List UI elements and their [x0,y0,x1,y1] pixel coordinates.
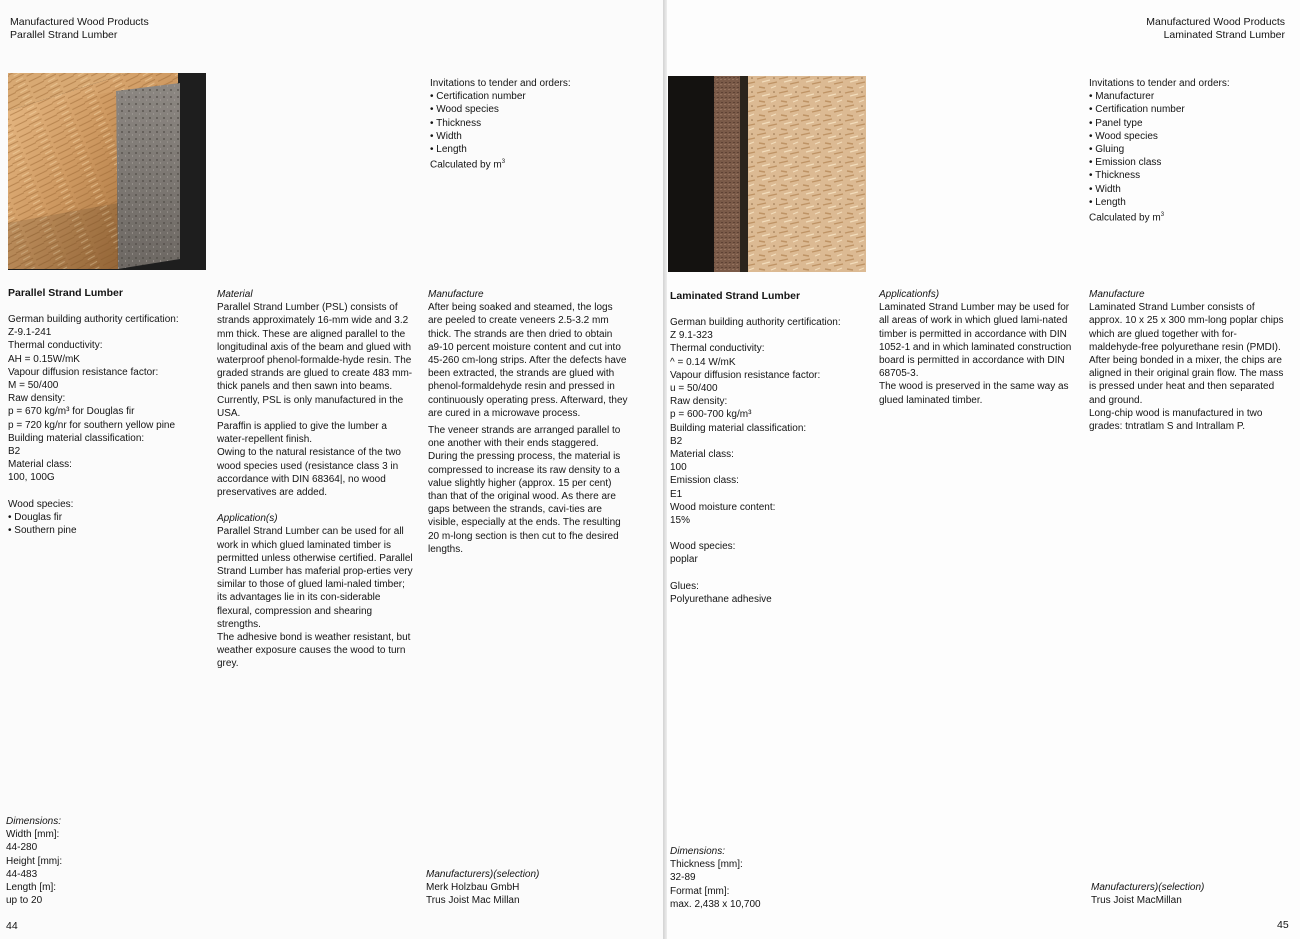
manufacturers-heading: Manufacturers)(selection) [426,869,540,880]
manufacture-heading: Manufacture [1089,289,1145,300]
species-item: • Douglas fir [8,511,63,523]
list-item: • Certification number [430,91,526,103]
prop-line: Material class: [8,459,72,471]
manufacturer-item: Trus Joist Mac Millan [426,895,520,907]
prop-line: Vapour diffusion resistance factor: [670,369,821,381]
application-heading: Applicationfs) [879,289,940,300]
species-item: • Southern pine [8,525,77,537]
prop-line: Z 9.1-323 [670,330,713,342]
prop-line: p = 670 kg/m³ for Douglas fir [8,406,135,418]
manufacture-para: Long-chip wood is manufactured in two grades: tntratlam S and Intrallam P. [1089,407,1263,433]
properties-list [8,313,208,537]
prop-line: p = 720 kg/nr for southern yellow pine [8,419,176,431]
calc-unit: Calculated by $m^3$ [430,159,506,171]
material-para: Currently, PSL is only manufactured in the USA. [217,394,404,419]
material-column [217,288,417,671]
prop-line: 100 [670,462,687,474]
prop-line: Material class: [670,449,734,461]
prop-line: AH = 0.15W/mK [8,353,80,365]
list-item: • Manufacturer [1089,91,1155,103]
glue-item: Polyurethane adhesive [670,593,772,605]
manufacture-column [428,288,628,556]
prop-line: E1 [670,488,683,500]
manufacture-para: Laminated Strand Lumber consists of approx. 10 x 25 x 300 mm-long poplar chips which are glued together with for-maldehyde-free polyurethane resin (PMDI). [1089,302,1284,353]
page-number: 45 [1277,919,1289,931]
dimension-line: Format [mm]: [670,885,730,897]
application-para: Laminated Strand Lumber may be used for all areas of work in which glued lami-nated timber is permitted in accordance with DIN 1052-1 and in which laminated construction board is permitted in accordance with DIN 68705-3. [879,302,1072,380]
psl-beam-photo [8,73,206,270]
species-item: poplar [670,554,698,566]
material-heading: Material [217,289,253,300]
prop-line: 15% [670,515,691,527]
dimensions-block [670,845,870,911]
header-line-2: Parallel Strand Lumber [10,29,118,41]
application-para: Parallel Strand Lumber can be used for all work in which glued laminated timber is permitted unless otherwise certified. Parallel Strand Lumber has maferial prop-erties very similar to those of glued lami-naled timber; its advantages lie in its con-siderable flexural, compression and shearing strengths. [217,526,413,630]
list-item: • Gluing [1089,144,1125,156]
dimensions-block [6,815,206,907]
material-para: Owing to the natural resistance of the two wood species used (resistance class 3 in accordance with DIN 68364|, no wood preservatives are added. [217,447,401,499]
manufacture-para: After being soaked and steamed, the logs are peeled to create veneers 2.5-3.2 mm thick. The strands are then dried to obtain a9-10 percent moisture content and cut into 45-260 cm-long strips. After the defects have been extracted, the strands are glued with phenol-formaldehyde resin and pressed in continuously operating press. Afterward, they are cured in a microwave process. [428,302,628,419]
prop-line: B2 [670,435,683,447]
prop-line: Raw density: [8,393,66,405]
list-item: • Thickness [1089,170,1141,182]
list-item: • Panel type [1089,117,1143,129]
tender-list [430,90,630,156]
list-item: • Length [1089,196,1126,208]
glues-title: Glues: [670,580,699,592]
product-title: Laminated Strand Lumber [670,290,801,302]
properties-list [670,316,870,606]
list-item: • Certification number [1089,104,1185,116]
header-line-2: Laminated Strand Lumber [1163,29,1285,41]
product-title: Parallel Strand Lumber [8,287,123,299]
manufacturer-item: Merk Holzbau GmbH [426,882,520,894]
prop-line: Thermal conductivity: [670,343,765,355]
prop-line: ^ = 0.14 W/mK [670,356,736,368]
prop-line: B2 [8,446,21,458]
dimension-line: 44-483 [6,868,38,880]
prop-line: German building authority certification: [670,317,841,328]
dimension-line: Thickness [mm]: [670,859,743,871]
page-number: 44 [6,920,18,932]
tender-list [1089,90,1289,209]
list-item: • Length [430,144,467,156]
dimension-line: Width [mm]: [6,829,60,841]
prop-line: Building material classification: [670,422,807,434]
material-para: Paraffin is applied to give the lumber a water-repellent finish. [217,421,387,446]
list-item: • Width [1089,183,1121,195]
prop-line: Thermal conductivity: [8,340,103,352]
list-item: • Emission class [1089,157,1162,169]
list-item: • Wood species [430,104,499,116]
calc-unit: Calculated by $m^3$ [1089,212,1165,224]
prop-line: Vapour diffusion resistance factor: [8,366,159,378]
dimension-line: 32-89 [670,872,696,884]
tender-title: Invitations to tender and orders: [430,78,571,89]
tender-block [1089,77,1289,225]
prop-line: M = 50/400 [8,380,59,392]
prop-line: German building authority certification: [8,314,179,325]
species-title: Wood species: [8,498,74,510]
prop-line: Raw density: [670,396,728,408]
manufacturers-block [426,868,626,908]
dimension-line: Height [mmj: [6,855,63,867]
application-para: The adhesive bond is weather resistant, but weather exposure causes the wood to turn grey. [217,632,411,670]
lsl-panel-photo [668,76,866,272]
prop-line: Emission class: [670,475,739,487]
dimension-line: up to 20 [6,895,43,907]
prop-line: Z-9.1-241 [8,327,52,339]
manufacturer-item: Trus Joist MacMillan [1091,895,1182,907]
manufacture-heading: Manufacture [428,289,484,300]
species-title: Wood species: [670,541,736,553]
dimension-line: max. 2,438 x 10,700 [670,898,761,910]
list-item: • Thickness [430,117,482,129]
manufacture-para: The veneer strands are arranged parallel to one another with their ends staggered. During the pressing process, the material is compressed to increase its raw density to a value slightly higher (approx. 15 per cent) than that of the original wood. As there are gaps between the strands, cavi-ties are visible, especially at the ends. The resulting 20 m-long section is then cut to fhe desired lengths. [428,425,621,555]
dimension-line: 44-280 [6,842,38,854]
manufacture-column [1089,288,1289,433]
dimensions-heading: Dimensions: [6,816,62,827]
manufacturers-block [1091,881,1291,907]
prop-line: Wood moisture content: [670,501,776,513]
manufacturers-heading: Manufacturers)(selection) [1091,882,1205,893]
prop-line: p = 600-700 kg/m³ [670,409,752,421]
application-para: The wood is preserved in the same way as glued laminated timber. [879,381,1069,406]
header-line-1: Manufactured Wood Products [1146,16,1285,28]
prop-line: u = 50/400 [670,383,718,395]
tender-title: Invitations to tender and orders: [1089,78,1230,89]
dimension-line: Length [m]: [6,882,57,894]
application-heading: Application(s) [217,513,278,525]
application-column [879,288,1074,407]
running-header [10,16,149,42]
header-line-1: Manufactured Wood Products [10,16,149,28]
material-para: Parallel Strand Lumber (PSL) consists of strands approximately 16-mm wide and 3.2 mm thick. These are aligned parallel to the longitudinal axis of the beam and glued with waterproof phenol-formalde-hyde resin. The graded strands are glued to create 483 mm-thick panels and then sawn into beams. [217,302,413,393]
list-item: • Width [430,130,462,142]
manufacture-para: After being bonded in a mixer, the chips are aligned in their original grain flow. The mass is pressed under heat and then separated and ground. [1089,355,1284,406]
list-item: • Wood species [1089,130,1158,142]
prop-line: Building material classification: [8,432,145,444]
dimensions-heading: Dimensions: [670,846,726,857]
prop-line: 100, 100G [8,472,55,484]
running-header [1050,16,1285,42]
tender-block [430,77,630,172]
